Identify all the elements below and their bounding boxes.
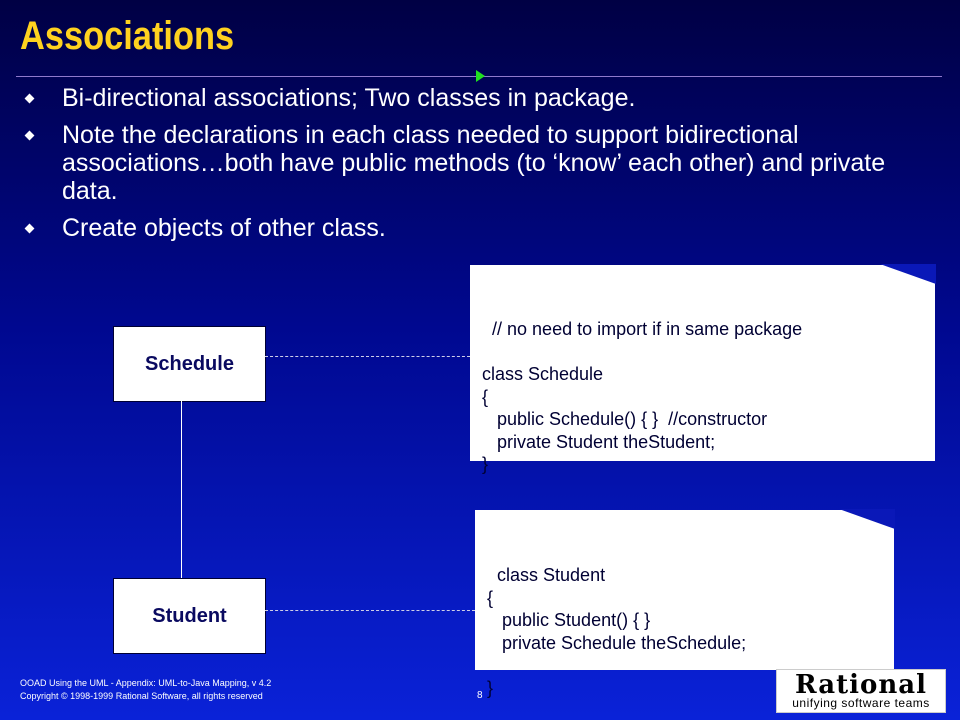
note-anchor-student <box>265 610 475 611</box>
bullet-item <box>20 121 920 205</box>
bullet-item <box>20 214 920 242</box>
bullet-text: Note the declarations in each class needed to support bidirectional associations…both have public methods (to ‘know’ each other) and private data. <box>62 121 886 205</box>
page-number: 8 <box>477 690 483 701</box>
bullet-list <box>20 84 920 251</box>
slide-title: Associations <box>20 14 235 58</box>
class-name-schedule: Schedule <box>145 352 234 375</box>
diamond-bullet-icon <box>25 224 35 234</box>
slide-marker-arrow-icon <box>476 70 485 82</box>
note-anchor-schedule <box>265 356 470 357</box>
note-fold-corner <box>839 509 895 529</box>
class-box-schedule <box>113 326 266 402</box>
logo-wordmark: Rational <box>795 669 927 700</box>
association-line <box>181 401 182 578</box>
footer <box>20 677 271 703</box>
footer-course-line: OOAD Using the UML - Appendix: UML-to-Java Mapping, v 4.2 <box>20 678 272 688</box>
class-name-student: Student <box>152 604 227 627</box>
bullet-text: Bi-directional associations; Two classes in package. <box>62 84 636 112</box>
bullet-text: Create objects of other class. <box>62 214 386 242</box>
logo-tagline: unifying software teams <box>792 695 930 710</box>
code-student: class Student { public Student() { } private Schedule theSchedule; } <box>487 565 747 698</box>
bullet-item <box>20 84 920 112</box>
code-note-schedule <box>470 265 935 474</box>
diamond-bullet-icon <box>25 94 35 104</box>
rational-logo <box>776 669 946 713</box>
footer-copyright-line: Copyright © 1998-1999 Rational Software, all rights reserved <box>20 691 263 701</box>
code-schedule: // no need to import if in same package class Schedule { public Schedule() { } //constructor private Student theStudent; } <box>482 319 803 474</box>
note-fold-corner <box>880 264 936 284</box>
class-box-student <box>113 578 266 654</box>
diamond-bullet-icon <box>25 131 35 141</box>
